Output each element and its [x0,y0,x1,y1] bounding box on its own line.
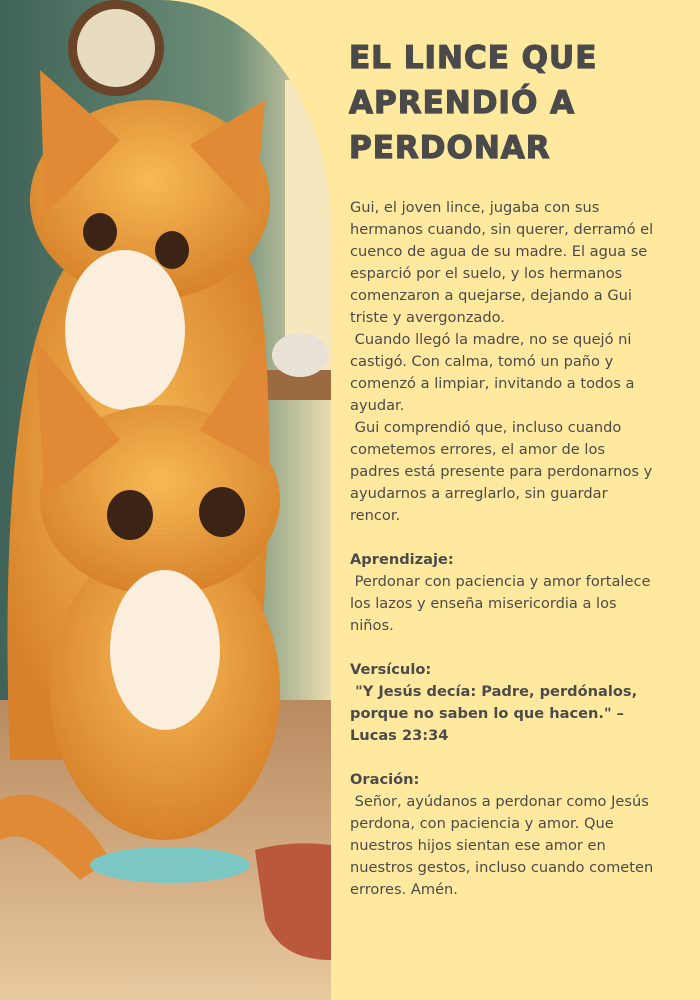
prayer-label: Oración: [350,771,420,788]
story-paragraph: Gui, el joven lince, jugaba con sus hermanos cuando, sin querer, derramó el cuenco de agua de su madre. El agua se esparció por el suelo, y los hermanos comenzaron a quejarse, dejando a Gui triste y avergonzado. [350,199,658,326]
page-title: EL LINCE QUE APRENDIÓ A PERDONAR [349,40,598,166]
verse-label: Versículo: [350,661,432,678]
verse-section [350,659,656,747]
story-content [350,197,656,901]
story-paragraph: Cuando llegó la madre, no se quejó ni castigó. Con calma, tomó un paño y comenzó a limpiar, invitando a todos a ayudar. [350,331,640,414]
verse-text: "Y Jesús decía: Padre, perdónalos, porque no saben lo que hacen." – Lucas 23:34 [350,683,643,744]
learning-text: Perdonar con paciencia y amor fortalece los lazos y enseña misericordia a los niños. [350,573,656,634]
prayer-text: Señor, ayúdanos a perdonar como Jesús perdona, con paciencia y amor. Que nuestros hijos sientan ese amor en nuestros gestos, incluso cuando cometen errores. Amén. [350,793,658,898]
learning-section [350,549,656,637]
story-paragraph: Gui comprendió que, incluso cuando cometemos errores, el amor de los padres está presente para perdonarnos y ayudarnos a arreglarlo, sin guardar rencor. [350,419,657,524]
prayer-section [350,769,656,901]
story-text [350,197,656,527]
learning-label: Aprendizaje: [350,551,454,568]
lynx-illustration [0,0,331,1000]
